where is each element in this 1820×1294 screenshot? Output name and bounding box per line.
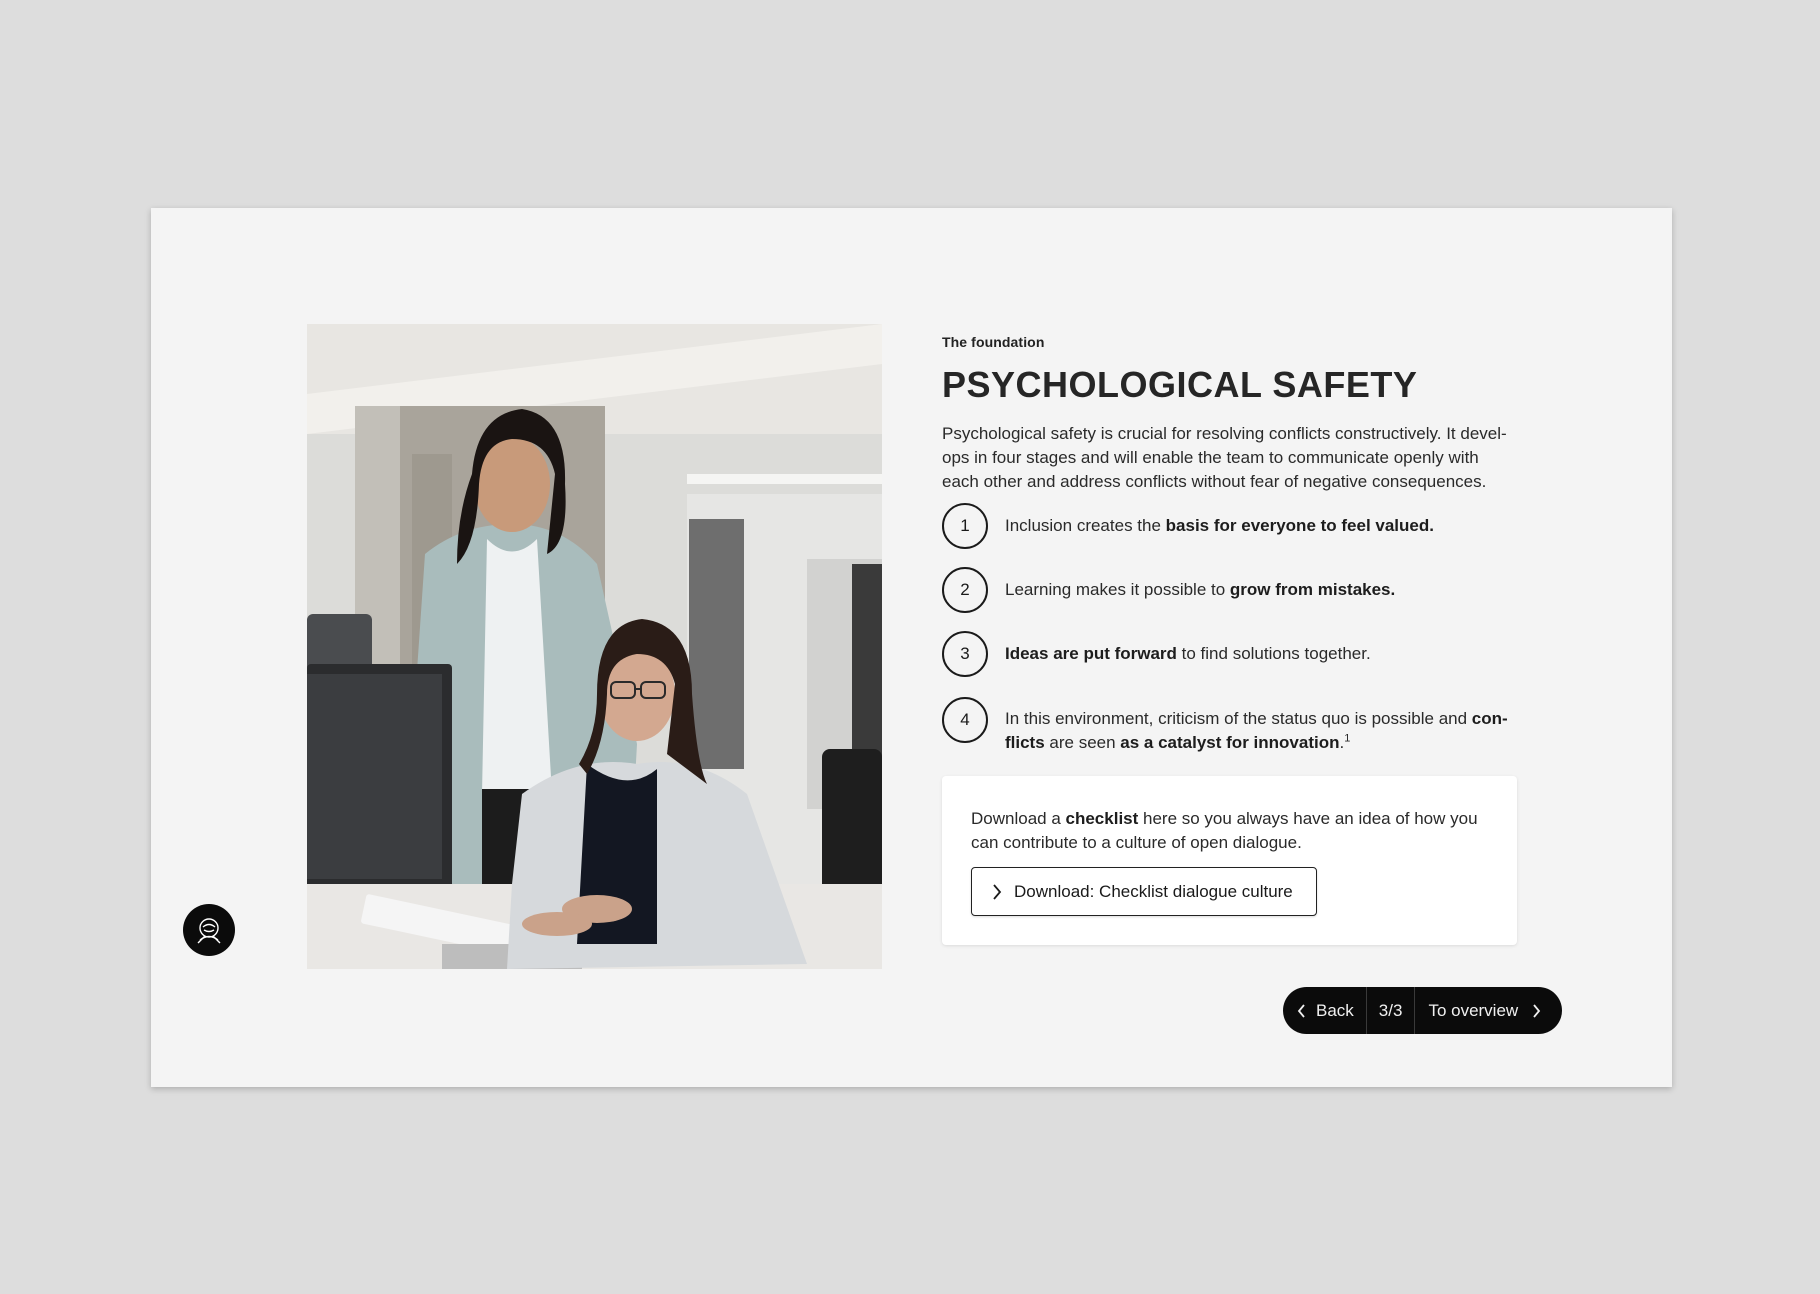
step-text-bold: con-flicts xyxy=(1005,709,1508,752)
card-text-part: Download a xyxy=(971,809,1066,828)
step-text: are seen xyxy=(1044,733,1121,752)
download-button-label: Download: Checklist dialogue culture xyxy=(1014,881,1293,901)
step-text: In this environment, criticism of the status quo is possible and xyxy=(1005,709,1472,728)
step-text-bold: Ideas are put forward xyxy=(1005,644,1177,663)
step-text: Inclusion creates the xyxy=(1005,516,1166,535)
download-card-text xyxy=(971,807,1491,855)
list-item xyxy=(942,631,1518,697)
content-column xyxy=(942,334,1518,757)
brand-badge-icon[interactable] xyxy=(183,904,235,956)
step-number-badge: 2 xyxy=(942,567,988,613)
step-number-badge: 3 xyxy=(942,631,988,677)
step-text: . xyxy=(1339,733,1345,752)
step-text-bold: grow from mistakes. xyxy=(1229,580,1396,599)
step-text-bold: basis for everyone to feel valued. xyxy=(1165,516,1434,535)
download-checklist-button[interactable] xyxy=(971,867,1317,916)
step-text: to find solutions together. xyxy=(1176,644,1371,663)
back-button-label: Back xyxy=(1316,1000,1354,1020)
back-button[interactable] xyxy=(1283,987,1366,1034)
card-text-part: here so you always have an idea of how you can contribute to a culture of open dialogue. xyxy=(971,809,1478,852)
chevron-left-icon xyxy=(1297,1003,1306,1019)
intro-paragraph: Psychological safety is crucial for resolving conflicts constructively. It devel-ops in four stages and will enable the team to communicate openly with each other and address conflicts without fear of negative consequences. xyxy=(942,424,1507,491)
stages-list xyxy=(942,503,1518,757)
page-title: PSYCHOLOGICAL SAFETY xyxy=(942,364,1418,405)
team-photo xyxy=(307,324,882,969)
eyebrow: The foundation xyxy=(942,334,1045,350)
footnote-marker: 1 xyxy=(1344,732,1351,745)
list-item xyxy=(942,567,1518,631)
card-text-bold: checklist xyxy=(1065,809,1139,828)
chevron-right-icon xyxy=(992,883,1002,901)
step-text: Learning makes it possible to xyxy=(1005,580,1230,599)
step-text-bold: as a catalyst for innovation xyxy=(1120,733,1340,752)
slide xyxy=(151,208,1672,1087)
step-number-badge: 4 xyxy=(942,697,988,743)
pager xyxy=(1283,987,1562,1034)
to-overview-label: To overview xyxy=(1428,1000,1519,1020)
download-card xyxy=(942,776,1517,945)
step-number-badge: 1 xyxy=(942,503,988,549)
chevron-right-icon xyxy=(1532,1003,1541,1019)
list-item xyxy=(942,697,1518,757)
to-overview-button[interactable] xyxy=(1415,987,1555,1034)
list-item xyxy=(942,503,1518,567)
page-counter: 3/3 xyxy=(1378,1000,1403,1020)
